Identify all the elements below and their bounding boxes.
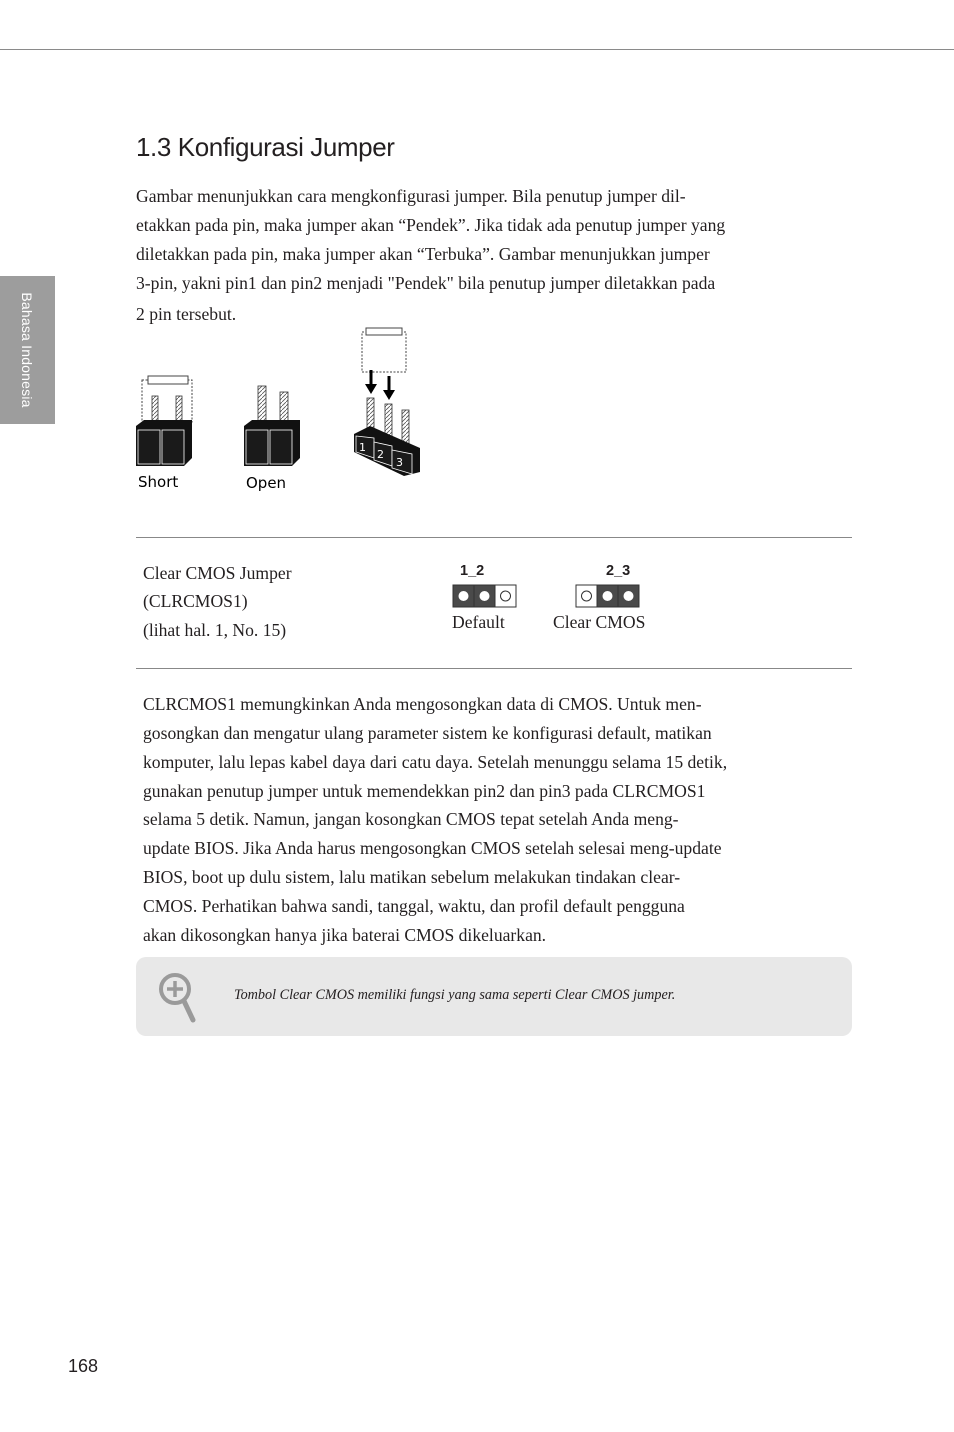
jumper-name-line: (CLRCMOS1) xyxy=(143,591,248,611)
default-pin-2-hole xyxy=(480,591,490,601)
description-line: CMOS. Perhatikan bahwa sandi, tanggal, waktu, dan profil default pengguna xyxy=(143,896,685,916)
clear-pin-diagram xyxy=(575,584,641,608)
default-pin-diagram xyxy=(452,584,518,608)
jumper-name-line: Clear CMOS Jumper xyxy=(143,563,292,583)
header-rule xyxy=(0,49,954,50)
table-bottom-rule xyxy=(136,668,852,669)
jumper-name-line: (lihat hal. 1, No. 15) xyxy=(143,620,287,640)
page-number: 168 xyxy=(68,1356,99,1376)
default-pin-3 xyxy=(495,585,516,607)
paragraph-line: Gambar menunjukkan cara mengkonfigurasi jumper. Bila penutup jumper dil- xyxy=(136,186,686,206)
clear-pins-label: 2_3 xyxy=(606,563,631,579)
open-label: Open xyxy=(246,474,287,492)
jumper-illustration xyxy=(130,326,430,496)
description-line: update BIOS. Jika Anda harus mengosongkan CMOS setelah selesai meng-update xyxy=(143,838,722,858)
note-box xyxy=(136,957,852,1036)
magnifier-plus-icon xyxy=(156,970,200,1024)
description-line: gunakan penutup jumper untuk memendekkan pin2 dan pin3 pada CLRCMOS1 xyxy=(143,781,706,801)
short-label: Short xyxy=(138,473,179,491)
note-text: Tombol Clear CMOS memiliki fungsi yang sama seperti Clear CMOS jumper. xyxy=(234,987,676,1003)
side-tab-label: Bahasa Indonesia xyxy=(19,292,35,408)
description-line: akan dikosongkan hanya jika baterai CMOS dikeluarkan. xyxy=(143,925,547,945)
pin-number-2: 2 xyxy=(377,448,384,461)
clear-pin-2-hole xyxy=(603,591,613,601)
description-line: komputer, lalu lepas kabel daya dari catu daya. Setelah menunggu selama 15 detik, xyxy=(143,752,728,772)
clear-pin-1 xyxy=(576,585,597,607)
paragraph-line: 3-pin, yakni pin1 dan pin2 menjadi "Pendek" bila penutup jumper diletakkan pada xyxy=(136,273,716,293)
short-jumper-drawing xyxy=(136,376,192,466)
table-top-rule xyxy=(136,537,852,538)
clear-caption: Clear CMOS xyxy=(553,612,646,632)
language-side-tab xyxy=(0,276,55,424)
default-pins-label: 1_2 xyxy=(460,563,485,579)
default-caption: Default xyxy=(452,612,505,632)
description-line: CLRCMOS1 memungkinkan Anda mengosongkan data di CMOS. Untuk men- xyxy=(143,694,702,714)
default-pin-1-hole xyxy=(459,591,469,601)
description-line: selama 5 detik. Namun, jangan kosongkan CMOS tepat setelah Anda meng- xyxy=(143,809,679,829)
clear-pin-3-hole xyxy=(624,591,634,601)
paragraph-line: 2 pin tersebut. xyxy=(136,304,237,324)
paragraph-line: etakkan pada pin, maka jumper akan “Pendek”. Jika tidak ada penutup jumper yang xyxy=(136,215,726,235)
open-jumper-drawing xyxy=(244,386,300,466)
paragraph-line: diletakkan pada pin, maka jumper akan “Terbuka”. Gambar menunjukkan jumper xyxy=(136,244,710,264)
pin-number-1: 1 xyxy=(359,441,366,454)
description-line: gosongkan dan mengatur ulang parameter sistem ke konfigurasi default, matikan xyxy=(143,723,712,743)
pin-number-3: 3 xyxy=(396,456,403,469)
section-title: 1.3 Konfigurasi Jumper xyxy=(136,132,395,162)
description-line: BIOS, boot up dulu sistem, lalu matikan sebelum melakukan tindakan clear- xyxy=(143,867,681,887)
